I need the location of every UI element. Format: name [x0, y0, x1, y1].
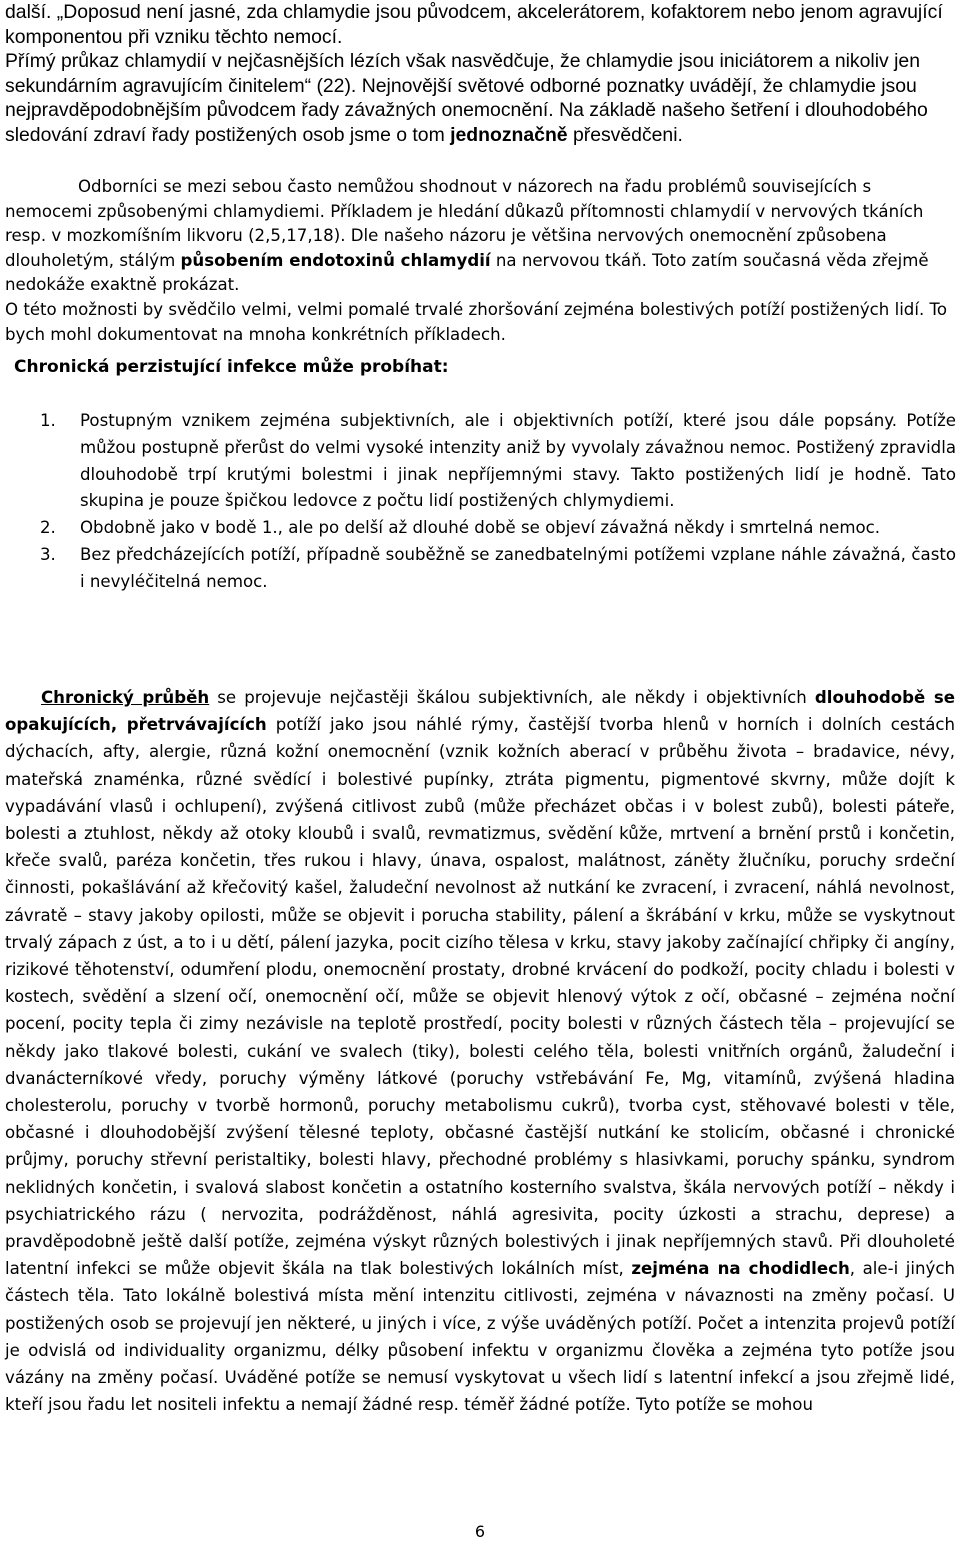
section-heading: Chronická perzistující infekce může probíhat:	[14, 357, 449, 377]
paragraph-experts	[5, 175, 955, 298]
intro-line-3: Nejnovější světové odborné poznatky uvádějí, že chlamydie jsou nejpravděpodobnějším původcem řady závažných onemocnění.	[5, 74, 917, 122]
intro-line-4-text: Na základě našeho šetření i dlouhodobého sledování zdraví řady postižených osob jsme o tom	[5, 99, 928, 146]
list-item-number: 3.	[40, 544, 56, 564]
intro-block	[5, 0, 955, 148]
list-item	[40, 515, 956, 542]
intro-line-1: další. „Doposud není jasné, zda chlamydie jsou původcem, akcelerátorem, kofaktorem nebo jenom agravující komponentou při vzniku těchto nemocí.	[5, 1, 943, 48]
list-item	[40, 542, 956, 596]
list-item-text: Obdobně jako v bodě 1., ale po delší až dlouhé době se objeví závažná někdy i smrtelná nemoc.	[80, 518, 881, 538]
paragraph-evidence	[5, 298, 955, 347]
paragraph-experts-text: Odborníci se mezi sebou často nemůžou shodnout v názorech na řadu problémů souvisejících s nemocemi způsobenými chlamydiemi. Příkladem je hledání důkazů přítomnosti chlamydií v nervových tkáních resp. v mozkomíšním likvoru (2,5,17,18). Dle našeho názoru je většina nervových onemocnění způsobena dlouholetým, stálým	[5, 177, 924, 270]
chronic-course-part-e: , ale-i jiných částech těla. Tato lokálně bolestivá místa mění intenzitu citlivosti, zejména v návaznosti na změny počasí. U postižených osob se projevují jen některé, u jiných i více, z výše uváděných potíží. Počet a intenzita projevů potíží je odvislá od individuality organizmu, délky působení infektu v organizmu člověka a zejména tyto potíže jsou vázány na změny počasí. Uváděné potíže se nemusí vyskytovat u všech lidí s latentní infekcí a jsou zřejmě lidé, kteří jsou řadu let nositeli infektu a nemají žádné resp. téměř žádné potíže. Tyto potíže se mohou	[5, 1259, 956, 1415]
list-item-number: 1.	[40, 411, 56, 430]
chronic-course-paragraph	[5, 684, 955, 1418]
intro-line-2: Přímý průkaz chlamydií v nejčasnějších lézích však nasvědčuje, že chlamydie jsou iniciátorem a nikoliv jen sekundárním agravujícím činitelem“ (22).	[5, 50, 920, 97]
soles-emphasis: zejména na chodidlech	[631, 1259, 850, 1279]
list-item-number: 2.	[40, 518, 56, 538]
endotoxin-emphasis: působením endotoxinů chlamydií	[180, 250, 491, 270]
chronic-course-text	[5, 684, 955, 1418]
list-item-text: Bez předcházejících potíží, případně souběžně se zanedbatelnými potížemi vzplane náhle závažná, často i nevyléčitelná nemoc.	[80, 544, 956, 591]
paragraph-experts-end: na nervovou tkáň. Toto zatím současná věda zřejmě nedokáže exaktně prokázat.	[5, 250, 929, 295]
list-item-text: Postupným vznikem zejména subjektivních, ale i objektivních potíží, které jsou dále popsány. Potíže můžou postupně přerůst do velmi vysoké intenzity aniž by vyvolaly závažnou nemoc. Postižený zpravidla dlouhodobě trpí krutými bolestmi i jinak nepříjemnými stavy. Takto postižených lidí je hodně. Tato skupina je pouze špičkou ledovce z počtu lidí postižených chlymydiemi.	[80, 411, 956, 511]
intro-line-4-end: přesvědčeni.	[567, 123, 683, 146]
paragraph-evidence-text: O této možnosti by svědčilo velmi, velmi pomalé trvalé zhoršování zejména bolestivých potíží postižených lidí. To bych mohl dokumentovat na mnoha konkrétních příkladech.	[5, 300, 947, 344]
intro-emphasis: jednoznačně	[450, 123, 568, 146]
recurring-emphasis: dlouhodobě se opakujících, přetrvávajících	[5, 688, 955, 735]
page-number: 6	[474, 1522, 486, 1541]
list-item	[40, 408, 956, 515]
chronic-course-part-a: se projevuje nejčastěji škálou subjektivních, ale někdy i objektivních	[209, 688, 815, 707]
chronic-course-term: Chronický průběh	[41, 688, 210, 707]
course-list	[40, 408, 956, 596]
chronic-course-part-c: potíží jako jsou náhlé rýmy, častější tvorba hlenů v horních i dolních cestách dýchacích, afty, alergie, různá kožní onemocnění (vznik kožních aberací v průběhu života – bradavice, névy, mateřská znaménka, různé svědící i bolestivé pupínky, ztráta pigmentu, pigmentové skvrny, může dojít k vypadávání vlasů i ochlupení), zvýšená citlivost zubů (může přecházet občas i v bolest zubů), bolesti páteře, bolesti a ztuhlost, někdy až otoky kloubů i svalů, revmatizmus, svědění kůže, mrtvení a brnění prstů i končetin, křeče svalů, paréza končetin, třes rukou i hlavy, únava, ospalost, malátnost, záněty žlučníku, poruchy srdeční činnosti, pokašlávání až křečovitý kašel, žaludeční nevolnost až nutkání ke zvracení, i zvracení, náhlá nevolnost, závratě – stavy jakoby opilosti, může se objevit i porucha stability, pálení a škrábání v krku, může se vyskytnout trvalý zápach z úst, a to i u dětí, pálení jazyka, pocit cizího tělesa v krku, stavy jakoby začínající chřipky či angíny, rizikové těhotenství, odumření plodu, onemocnění prostaty, drobné krvácení do podkoží, pocity chladu i bolesti v kostech, svědění a slzení očí, onemocnění očí, může se objevit hlenový výtok z očí, občasné – zejména noční pocení, pocity tepla či zimy nezávisle na teplotě prostředí, pocity bolesti v různých částech těla – projevující se někdy jako tlakové bolesti, cukání ve svalech (tiky), bolesti celého těla, bolesti vnitřních orgánů, žaludeční i dvanácterníkové vředy, poruchy výměny látkové (poruchy vstřebávání Fe, Mg, vitamínů, zvýšená hladina cholesterolu, poruchy v tvorbě hormonů, poruchy metabolismu cukrů), tvorba cyst, stěhovavé bolesti v těle, občasné i dlouhodobější zvýšení tělesné teploty, občasné častější nutkání ke stolicím, občasné i chronické průjmy, poruchy střevní peristaltiky, bolesti hlavy, přechodné problémy s hlasivkami, poruchy spánku, syndrom neklidných končetin, i svalová slabost končetin a ostatního kosterního svalstva, škála nervových potíží – někdy i psychiatrického rázu ( nervozita, podrážděnost, náhlá agresivita, pocity úzkosti a strachu, deprese) a pravděpodobně ještě další potíže, zejména výskyt různých bolestivých i jinak nepříjemných stavů. Při dlouholeté latentní infekci se může objevit škála na tlak bolestivých lokálních míst,	[5, 715, 955, 1279]
